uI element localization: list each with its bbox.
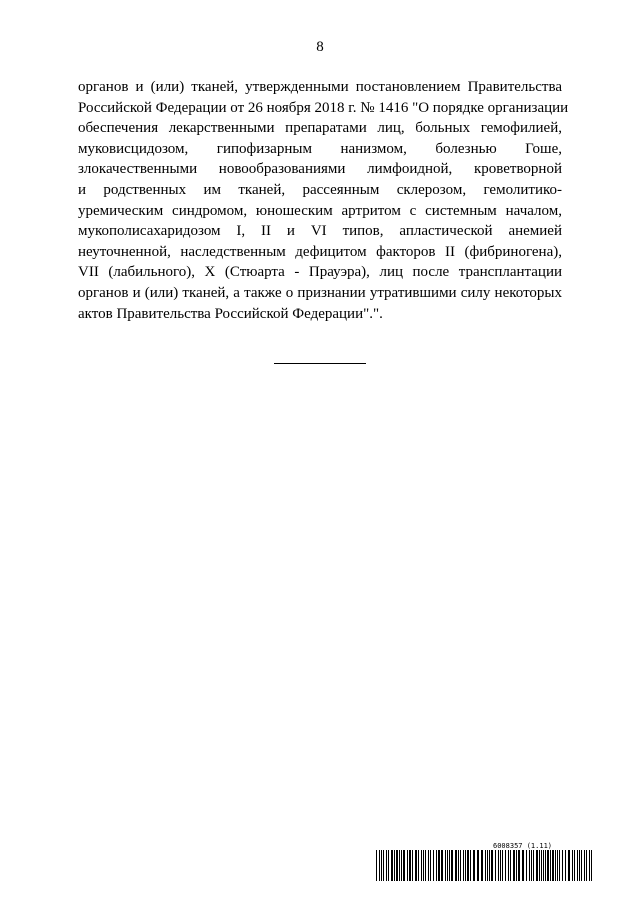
barcode-bar (425, 850, 426, 881)
barcode-bar (458, 850, 459, 881)
barcode-label: 6008357 (1.11) (493, 842, 553, 850)
barcode-bar (451, 850, 453, 881)
barcode-bar (579, 850, 580, 881)
barcode-bar (539, 850, 540, 881)
barcode-bar (423, 850, 424, 881)
barcode-bar (495, 850, 496, 881)
barcode-bar (547, 850, 549, 881)
barcode-bar (522, 850, 524, 881)
body-line: муковисцидозом, гипофизарным нанизмом, болезнью Гоше, (78, 140, 562, 157)
barcode-bar (536, 850, 538, 881)
body-line: неуточненной, наследственным дефицитом факторов II (фибриногена), (78, 243, 562, 260)
barcode-bar (441, 850, 443, 881)
barcode-bar (485, 850, 486, 881)
barcode-bar (403, 850, 405, 881)
barcode-bar (559, 850, 560, 881)
barcode-bar (449, 850, 450, 881)
barcode-bar (465, 850, 466, 881)
barcode-bar (502, 850, 503, 881)
barcode-bar (543, 850, 544, 881)
barcode-bar (505, 850, 506, 881)
barcode-bar (498, 850, 499, 881)
barcode-bar (541, 850, 542, 881)
barcode-bar (394, 850, 395, 881)
barcode-bar (445, 850, 446, 881)
barcode-bar (586, 850, 587, 881)
barcode-bar (591, 850, 592, 881)
barcode-bar (518, 850, 520, 881)
barcode-bar (391, 850, 393, 881)
barcode-bar (516, 850, 517, 881)
barcode-bar (565, 850, 566, 881)
barcode-bar (376, 850, 377, 881)
barcode-bar (555, 850, 556, 881)
barcode-bar (562, 850, 563, 881)
barcode-bar (500, 850, 501, 881)
body-line: Российской Федерации от 26 ноября 2018 г. № 1416 "О порядке организации (78, 99, 569, 116)
barcode-bar (412, 850, 413, 881)
barcode-bar (508, 850, 509, 881)
page-number: 8 (316, 39, 324, 55)
barcode-bar (481, 850, 483, 881)
barcode-bar (510, 850, 511, 881)
barcode-bar (438, 850, 440, 881)
body-line: органов и (или) тканей, а также о признании утратившими силу некоторых (78, 284, 562, 301)
barcode-bar (557, 850, 558, 881)
barcode-bar (568, 850, 570, 881)
body-line: органов и (или) тканей, утвержденными постановлением Правительства (78, 79, 562, 95)
barcode-bar (430, 850, 431, 881)
barcode-bar (418, 850, 419, 881)
barcode-bar (388, 850, 389, 881)
barcode-bar (577, 850, 578, 881)
barcode-bar (531, 850, 532, 881)
barcode-bar (533, 850, 534, 881)
body-text (78, 77, 569, 324)
barcode-bar (572, 850, 573, 881)
barcode-bar (467, 850, 469, 881)
barcode-bar (381, 850, 382, 881)
barcode-bar (589, 850, 590, 881)
barcode-bar (407, 850, 408, 881)
barcode-bar (470, 850, 471, 881)
barcode-bar (491, 850, 493, 881)
body-line: мукополисахаридозом I, II и VI типов, апластической анемией (78, 223, 562, 240)
body-line: обеспечения лекарственными препаратами лиц, больных гемофилией, (78, 120, 562, 137)
barcode-bar (433, 850, 434, 881)
body-line: злокачественными новообразованиями лимфоидной, кроветворной (78, 161, 562, 178)
barcode-bar (428, 850, 429, 881)
barcode-bar (396, 850, 398, 881)
barcode-bar (386, 850, 387, 881)
barcode-bar (421, 850, 422, 881)
barcode-bar (552, 850, 554, 881)
barcode-bar (383, 850, 384, 881)
barcode-bar (399, 850, 400, 881)
body-line: уремическим синдромом, юношеским артритом с системным началом, (78, 202, 562, 219)
barcode-bar (584, 850, 585, 881)
end-separator-line (274, 363, 366, 364)
barcode-bar (455, 850, 457, 881)
barcode-bar (409, 850, 411, 881)
barcode-bar (545, 850, 546, 881)
barcode-bar (526, 850, 527, 881)
barcode-bar (447, 850, 448, 881)
barcode-bar (460, 850, 461, 881)
barcode-bar (415, 850, 417, 881)
barcode-bar (529, 850, 530, 881)
barcode-bar (463, 850, 464, 881)
barcode-bar (487, 850, 488, 881)
barcode-bar (401, 850, 402, 881)
body-line: актов Правительства Российской Федерации".". (78, 305, 383, 322)
barcode-bar (574, 850, 575, 881)
barcode-bar (513, 850, 515, 881)
barcode-bar (436, 850, 437, 881)
barcode-bar (581, 850, 582, 881)
body-line: и родственных им тканей, рассеянным склерозом, гемолитико- (78, 181, 562, 198)
barcode-bar (477, 850, 479, 881)
barcode-bar (550, 850, 551, 881)
body-line: VII (лабильного), X (Стюарта - Прауэра), лиц после трансплантации (78, 264, 562, 281)
barcode-bar (473, 850, 475, 881)
barcode-bar (489, 850, 490, 881)
barcode-bar (379, 850, 380, 881)
barcode-image (376, 850, 592, 881)
